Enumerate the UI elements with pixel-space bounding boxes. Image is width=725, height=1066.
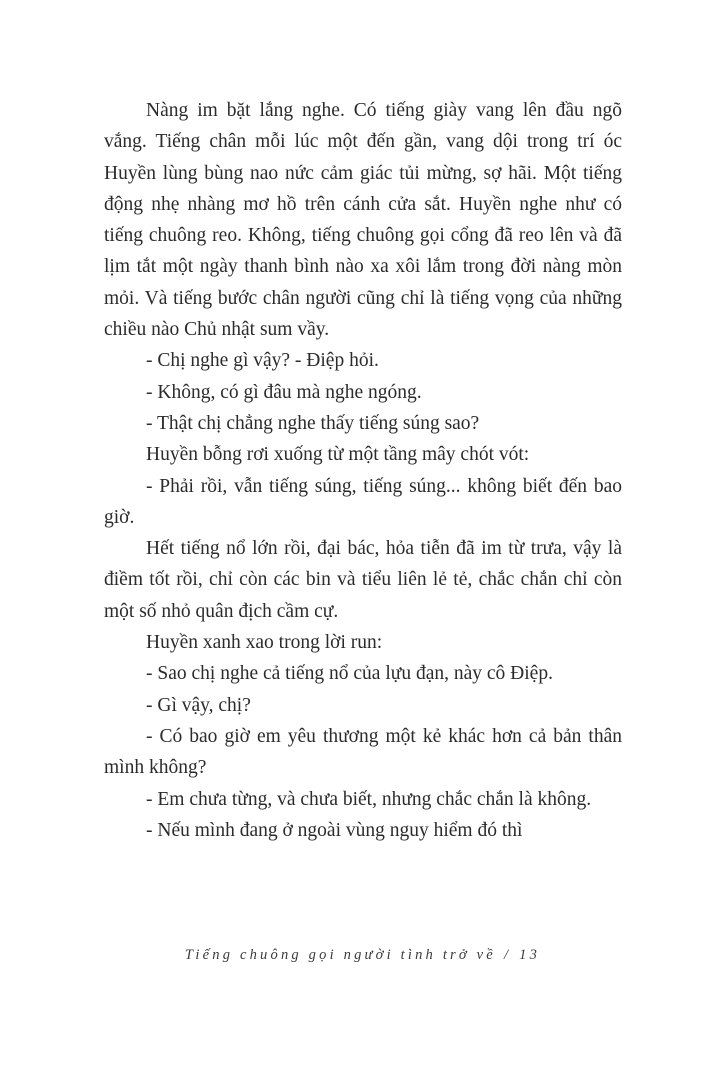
dialogue-line: - Phải rồi, vẫn tiếng súng, tiếng súng... không biết đến bao giờ. — [104, 475, 622, 528]
text-block — [104, 95, 622, 846]
dialogue-line: - Nếu mình đang ở ngoài vùng nguy hiểm đó thì — [146, 819, 523, 841]
paragraph: Huyền xanh xao trong lời run: — [146, 632, 383, 654]
page-footer — [0, 947, 725, 964]
dialogue-line: - Có bao giờ em yêu thương một kẻ khác hơn cả bản thân mình không? — [104, 725, 622, 779]
running-title: Tiếng chuông gọi người tình trở về — [184, 947, 496, 963]
dialogue-line: - Gì vậy, chị? — [146, 694, 251, 716]
paragraph: Nàng im bặt lắng nghe. Có tiếng giày vang lên đầu ngõ vắng. Tiếng chân mỗi lúc một đến gần, vang dội trong trí óc Huyền lùng bùng nao nức cảm giác tủi mừng, sợ hãi. Một tiếng động nhẹ nhàng mơ hồ trên cánh cửa sắt. Huyền nghe như có tiếng chuông reo. Không, tiếng chuông gọi cổng đã reo lên và đã lịm tắt một ngày thanh bình nào xa xôi lắm trong đời nàng mòn mỏi. Và tiếng bước chân người cũng chỉ là tiếng vọng của những chiều nào Chủ nhật sum vầy. — [104, 100, 622, 341]
dialogue-line: - Em chưa từng, và chưa biết, nhưng chắc chắn là không. — [146, 788, 592, 810]
page-number: 13 — [519, 947, 541, 963]
dialogue-line: - Thật chị chẳng nghe thấy tiếng súng sao? — [146, 412, 480, 434]
dialogue-line: - Sao chị nghe cả tiếng nổ của lựu đạn, này cô Điệp. — [146, 663, 553, 685]
dialogue-line: - Không, có gì đâu mà nghe ngóng. — [146, 381, 422, 403]
paragraph: Huyền bỗng rơi xuống từ một tầng mây chót vót: — [146, 444, 530, 466]
footer-separator: / — [503, 947, 512, 963]
paragraph: Hết tiếng nổ lớn rồi, đại bác, hỏa tiễn đã im từ trưa, vậy là điềm tốt rồi, chỉ còn các bin và tiểu liên lẻ tẻ, chắc chắn chỉ còn một số nhỏ quân địch cầm cự. — [104, 538, 622, 622]
dialogue-line: - Chị nghe gì vậy? - Điệp hỏi. — [146, 350, 379, 372]
